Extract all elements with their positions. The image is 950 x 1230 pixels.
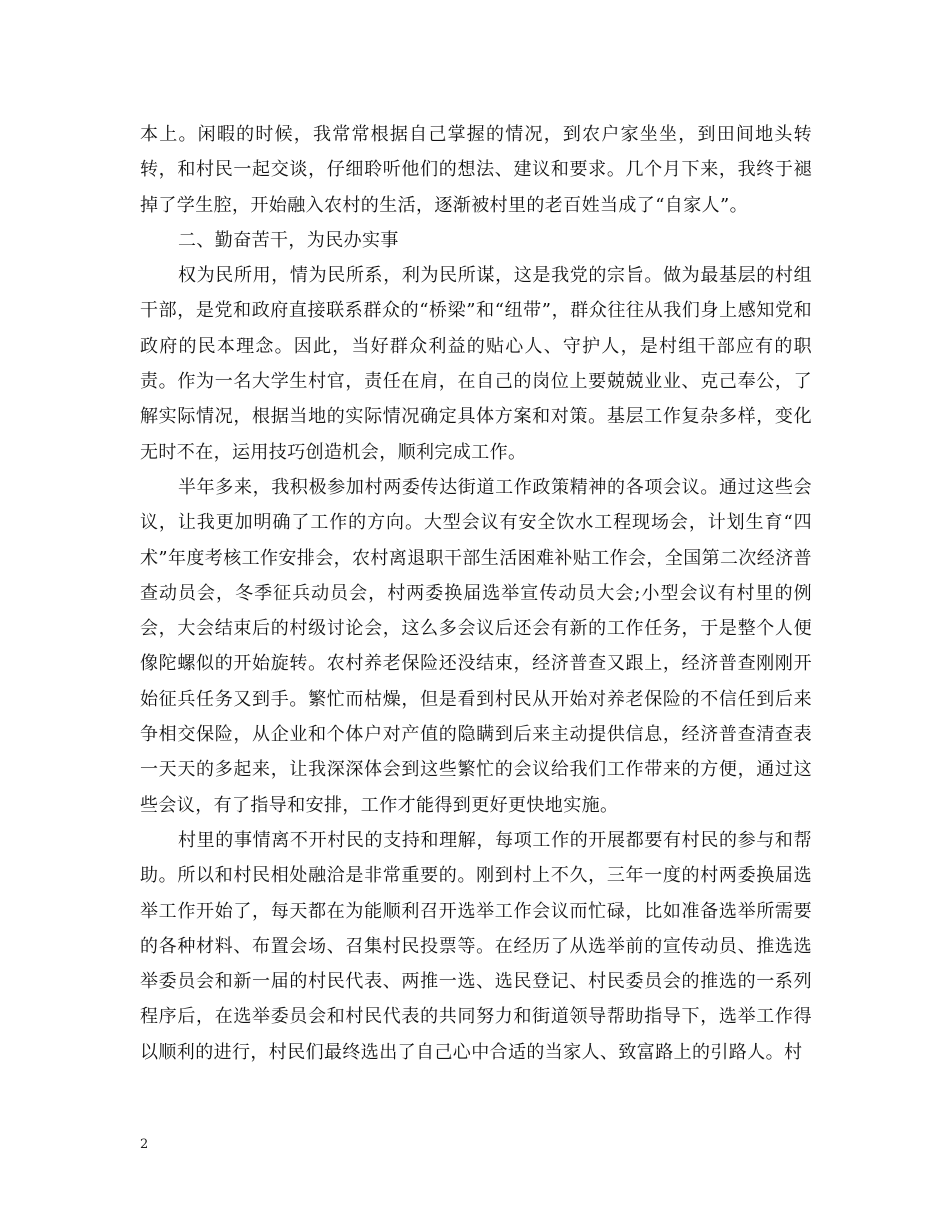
paragraph: 半年多来，我积极参加村两委传达街道工作政策精神的各项会议。通过这些会议，让我更加明确了工作的方向。大型会议有安全饮水工程现场会，计划生育“四术”年度考核工作安排会，农村离退职干部生活困难补贴工作会，全国第二次经济普查动员会，冬季征兵动员会，村两委换届选举宣传动员大会;小型会议有村里的例会，大会结束后的村级讨论会，这么多会议后还会有新的工作任务，于是整个人便像陀螺似的开始旋转。农村养老保险还没结束，经济普查又跟上，经济普查刚刚开始征兵任务又到手。繁忙而枯燥，但是看到村民从开始对养老保险的不信任到后来争相交保险，从企业和个体户对产值的隐瞒到后来主动提供信息，经济普查清查表一天天的多起来，让我深深体会到这些繁忙的会议给我们工作带来的方便，通过这些会议，有了指导和安排，工作才能得到更好更快地实施。 [140, 476, 812, 816]
section-heading: 二、勤奋苦干，为民办实事 [178, 229, 399, 251]
paragraph-continuation: 本上。闲暇的时候，我常常根据自己掌握的情况，到农户家坐坐，到田间地头转转，和村民一起交谈，仔细聆听他们的想法、建议和要求。几个月下来，我终于褪掉了学生腔，开始融入农村的生活，逐渐被村里的老百姓当成了“自家人”。 [140, 124, 812, 216]
paragraph: 权为民所用，情为民所系，利为民所谋，这是我党的宗旨。做为最基层的村组干部，是党和政府直接联系群众的“桥梁”和“纽带”，群众往往从我们身上感知党和政府的民本理念。因此，当好群众利益的贴心人、守护人，是村组干部应有的职责。作为一名大学生村官，责任在肩，在自己的岗位上要兢兢业业、克己奉公，了解实际情况，根据当地的实际情况确定具体方案和对策。基层工作复杂多样，变化无时不在，运用技巧创造机会，顺利完成工作。 [140, 265, 812, 463]
body-text [140, 117, 812, 1070]
paragraph: 村里的事情离不开村民的支持和理解，每项工作的开展都要有村民的参与和帮助。所以和村民相处融洽是非常重要的。刚到村上不久，三年一度的村两委换届选举工作开始了，每天都在为能顺利召开选举工作会议而忙碌，比如准备选举所需要的各种材料、布置会场、召集村民投票等。在经历了从选举前的宣传动员、推选选举委员会和新一届的村民代表、两推一选、选民登记、村民委员会的推选的一系列程序后，在选举委员会和村民代表的共同努力和街道领导帮助指导下，选举工作得以顺利的进行，村民们最终选出了自己心中合适的当家人、致富路上的引路人。村 [140, 829, 812, 1063]
page-number: 2 [140, 1137, 149, 1152]
